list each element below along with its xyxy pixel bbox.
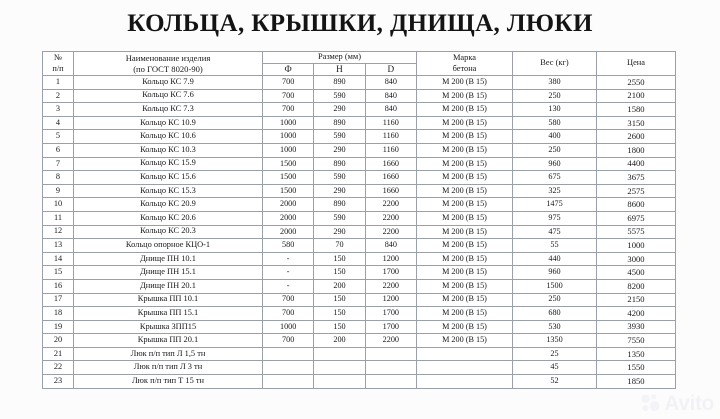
cell-weight: 530 xyxy=(513,320,597,334)
cell-size-h: 290 xyxy=(314,184,365,198)
table-row xyxy=(43,89,676,103)
cell-number: 2 xyxy=(43,89,74,103)
column-header-number xyxy=(43,52,74,76)
cell-size-f: 580 xyxy=(263,239,314,253)
cell-size-f: 2000 xyxy=(263,198,314,212)
cell-concrete-mark xyxy=(417,347,513,361)
cell-size-f: 700 xyxy=(263,307,314,321)
cell-weight: 680 xyxy=(513,307,597,321)
cell-size-d: 1160 xyxy=(365,143,416,157)
cell-concrete-mark: М 200 (В 15) xyxy=(417,293,513,307)
cell-number: 7 xyxy=(43,157,74,171)
cell-size-h xyxy=(314,375,365,389)
cell-price: 3150 xyxy=(597,116,676,130)
cell-size-d: 2200 xyxy=(365,211,416,225)
cell-weight: 1500 xyxy=(513,279,597,293)
cell-number: 12 xyxy=(43,225,74,239)
cell-product-name: Крышка ПП 15.1 xyxy=(74,307,263,321)
column-header-size-group: Размер (мм) xyxy=(263,52,417,64)
cell-size-d: 2200 xyxy=(365,334,416,348)
cell-size-h: 290 xyxy=(314,225,365,239)
cell-number: 20 xyxy=(43,334,74,348)
cell-price: 4500 xyxy=(597,266,676,280)
cell-concrete-mark: М 200 (В 15) xyxy=(417,307,513,321)
table-row xyxy=(43,143,676,157)
cell-product-name: Люк п/п тип Т 15 тн xyxy=(74,375,263,389)
cell-size-h: 890 xyxy=(314,76,365,90)
cell-size-d xyxy=(365,347,416,361)
cell-size-f xyxy=(263,375,314,389)
cell-weight: 55 xyxy=(513,239,597,253)
cell-weight: 580 xyxy=(513,116,597,130)
cell-size-d: 840 xyxy=(365,103,416,117)
cell-product-name: Кольцо КС 15.9 xyxy=(74,157,263,171)
cell-number: 23 xyxy=(43,375,74,389)
cell-concrete-mark: М 200 (В 15) xyxy=(417,76,513,90)
table-row xyxy=(43,334,676,348)
cell-price: 2150 xyxy=(597,293,676,307)
cell-weight: 440 xyxy=(513,252,597,266)
cell-number: 21 xyxy=(43,347,74,361)
cell-price: 8200 xyxy=(597,279,676,293)
column-header-price: Цена xyxy=(597,52,676,76)
cell-price: 1000 xyxy=(597,239,676,253)
cell-size-f: 700 xyxy=(263,103,314,117)
cell-product-name: Крышка ЗПП15 xyxy=(74,320,263,334)
table-row xyxy=(43,116,676,130)
cell-price: 5575 xyxy=(597,225,676,239)
cell-price: 7550 xyxy=(597,334,676,348)
cell-weight: 675 xyxy=(513,171,597,185)
cell-number: 5 xyxy=(43,130,74,144)
cell-weight: 475 xyxy=(513,225,597,239)
table-body xyxy=(43,76,676,389)
cell-concrete-mark: М 200 (В 15) xyxy=(417,198,513,212)
cell-size-f: 1000 xyxy=(263,143,314,157)
cell-size-h: 150 xyxy=(314,252,365,266)
cell-product-name: Люк п/п тип Л 1,5 тн xyxy=(74,347,263,361)
cell-price: 4400 xyxy=(597,157,676,171)
table-row xyxy=(43,171,676,185)
table-row xyxy=(43,239,676,253)
column-header-name xyxy=(74,52,263,76)
cell-price: 1350 xyxy=(597,347,676,361)
cell-product-name: Крышка ПП 10.1 xyxy=(74,293,263,307)
cell-weight: 25 xyxy=(513,347,597,361)
cell-size-d: 1200 xyxy=(365,293,416,307)
cell-price: 1550 xyxy=(597,361,676,375)
cell-price: 2600 xyxy=(597,130,676,144)
column-header-height-h: H xyxy=(314,63,365,76)
cell-price: 1800 xyxy=(597,143,676,157)
cell-product-name: Кольцо КС 10.3 xyxy=(74,143,263,157)
cell-concrete-mark: М 200 (В 15) xyxy=(417,103,513,117)
cell-concrete-mark: М 200 (В 15) xyxy=(417,266,513,280)
cell-weight: 52 xyxy=(513,375,597,389)
table-row xyxy=(43,130,676,144)
cell-number: 4 xyxy=(43,116,74,130)
cell-size-d: 840 xyxy=(365,89,416,103)
column-header-name-main: Наименование изделия xyxy=(125,52,211,63)
cell-size-h: 590 xyxy=(314,171,365,185)
cell-price: 8600 xyxy=(597,198,676,212)
cell-product-name: Кольцо КС 20.6 xyxy=(74,211,263,225)
cell-size-d: 1160 xyxy=(365,116,416,130)
table-row xyxy=(43,266,676,280)
cell-concrete-mark: М 200 (В 15) xyxy=(417,171,513,185)
cell-size-f: 1000 xyxy=(263,116,314,130)
cell-weight: 325 xyxy=(513,184,597,198)
cell-number: 6 xyxy=(43,143,74,157)
cell-price: 3930 xyxy=(597,320,676,334)
cell-product-name: Кольцо КС 10.9 xyxy=(74,116,263,130)
cell-concrete-mark: М 200 (В 15) xyxy=(417,239,513,253)
cell-number: 22 xyxy=(43,361,74,375)
cell-number: 14 xyxy=(43,252,74,266)
cell-weight: 1350 xyxy=(513,334,597,348)
cell-size-h: 70 xyxy=(314,239,365,253)
cell-number: 15 xyxy=(43,266,74,280)
cell-price: 2575 xyxy=(597,184,676,198)
cell-size-d: 1660 xyxy=(365,157,416,171)
table-row xyxy=(43,320,676,334)
cell-concrete-mark: М 200 (В 15) xyxy=(417,184,513,198)
table-row xyxy=(43,76,676,90)
cell-number: 17 xyxy=(43,293,74,307)
cell-size-f: 1500 xyxy=(263,184,314,198)
table-row xyxy=(43,211,676,225)
cell-weight: 130 xyxy=(513,103,597,117)
cell-number: 13 xyxy=(43,239,74,253)
cell-size-d: 840 xyxy=(365,239,416,253)
cell-weight: 960 xyxy=(513,266,597,280)
cell-number: 11 xyxy=(43,211,74,225)
column-header-mark-main: Марка xyxy=(452,53,476,62)
cell-size-h xyxy=(314,361,365,375)
table-row xyxy=(43,103,676,117)
cell-concrete-mark xyxy=(417,375,513,389)
cell-product-name: Кольцо КС 7.9 xyxy=(74,76,263,90)
column-header-diameter-f: Ф xyxy=(263,63,314,76)
cell-product-name: Днище ПН 20.1 xyxy=(74,279,263,293)
cell-weight: 250 xyxy=(513,293,597,307)
cell-concrete-mark: М 200 (В 15) xyxy=(417,211,513,225)
cell-concrete-mark: М 200 (В 15) xyxy=(417,143,513,157)
cell-weight: 1475 xyxy=(513,198,597,212)
cell-size-d: 1700 xyxy=(365,320,416,334)
cell-weight: 250 xyxy=(513,89,597,103)
table-header-row-1 xyxy=(43,52,676,64)
table-row xyxy=(43,361,676,375)
cell-size-f: 700 xyxy=(263,76,314,90)
cell-price: 1850 xyxy=(597,375,676,389)
cell-concrete-mark: М 200 (В 15) xyxy=(417,334,513,348)
cell-price: 2550 xyxy=(597,76,676,90)
cell-size-d: 1200 xyxy=(365,252,416,266)
cell-price: 3000 xyxy=(597,252,676,266)
cell-product-name: Днище ПН 10.1 xyxy=(74,252,263,266)
cell-size-f: 700 xyxy=(263,89,314,103)
cell-size-f: 2000 xyxy=(263,225,314,239)
column-header-number-main: № xyxy=(54,53,62,62)
cell-size-d: 2200 xyxy=(365,279,416,293)
cell-concrete-mark xyxy=(417,361,513,375)
cell-weight: 960 xyxy=(513,157,597,171)
column-header-diameter-d: D xyxy=(365,63,416,76)
cell-size-d: 2200 xyxy=(365,198,416,212)
cell-size-d xyxy=(365,361,416,375)
cell-price: 3675 xyxy=(597,171,676,185)
cell-product-name: Люк п/п тип Л 3 тн xyxy=(74,361,263,375)
cell-concrete-mark: М 200 (В 15) xyxy=(417,252,513,266)
table-row xyxy=(43,307,676,321)
cell-size-f: 700 xyxy=(263,293,314,307)
cell-size-d: 1160 xyxy=(365,130,416,144)
column-header-name-sub: (по ГОСТ 8020-90) xyxy=(133,63,203,74)
cell-size-d: 1660 xyxy=(365,171,416,185)
cell-size-h: 590 xyxy=(314,89,365,103)
cell-size-f: 1000 xyxy=(263,320,314,334)
table-row xyxy=(43,225,676,239)
cell-size-h: 290 xyxy=(314,103,365,117)
cell-product-name: Кольцо КС 15.3 xyxy=(74,184,263,198)
cell-size-f: 700 xyxy=(263,334,314,348)
cell-size-d: 840 xyxy=(365,76,416,90)
column-header-number-sub: п/п xyxy=(52,63,64,73)
cell-size-h: 290 xyxy=(314,143,365,157)
cell-size-h: 590 xyxy=(314,211,365,225)
cell-number: 9 xyxy=(43,184,74,198)
cell-size-f xyxy=(263,347,314,361)
cell-size-h: 200 xyxy=(314,334,365,348)
cell-size-h: 590 xyxy=(314,130,365,144)
column-header-concrete-mark xyxy=(417,52,513,76)
cell-price: 2100 xyxy=(597,89,676,103)
table-row xyxy=(43,293,676,307)
cell-size-f: 2000 xyxy=(263,211,314,225)
cell-size-f: - xyxy=(263,279,314,293)
table-header xyxy=(43,52,676,76)
cell-weight: 45 xyxy=(513,361,597,375)
cell-product-name: Кольцо КС 20.9 xyxy=(74,198,263,212)
cell-product-name: Днище ПН 15.1 xyxy=(74,266,263,280)
table-row xyxy=(43,157,676,171)
cell-weight: 975 xyxy=(513,211,597,225)
cell-size-h: 200 xyxy=(314,279,365,293)
table-row xyxy=(43,375,676,389)
avito-logo-icon xyxy=(640,392,662,414)
cell-product-name: Кольцо КС 7.3 xyxy=(74,103,263,117)
table-row xyxy=(43,184,676,198)
cell-size-h: 890 xyxy=(314,198,365,212)
table-row xyxy=(43,279,676,293)
cell-size-h: 150 xyxy=(314,320,365,334)
price-table xyxy=(42,51,676,389)
cell-product-name: Кольцо КС 15.6 xyxy=(74,171,263,185)
cell-size-h: 150 xyxy=(314,266,365,280)
cell-concrete-mark: М 200 (В 15) xyxy=(417,279,513,293)
column-header-weight: Вес (кг) xyxy=(513,52,597,76)
avito-watermark-label: Avito xyxy=(664,391,714,415)
cell-concrete-mark: М 200 (В 15) xyxy=(417,320,513,334)
page-title: КОЛЬЦА, КРЫШКИ, ДНИЩА, ЛЮКИ xyxy=(127,10,593,37)
cell-size-h: 150 xyxy=(314,293,365,307)
cell-concrete-mark: М 200 (В 15) xyxy=(417,116,513,130)
cell-size-f: - xyxy=(263,266,314,280)
cell-product-name: Кольцо опорное КЦО-1 xyxy=(74,239,263,253)
cell-size-d: 2200 xyxy=(365,225,416,239)
cell-number: 1 xyxy=(43,76,74,90)
table-row xyxy=(43,347,676,361)
cell-product-name: Крышка ПП 20.1 xyxy=(74,334,263,348)
cell-price: 6975 xyxy=(597,211,676,225)
cell-product-name: Кольцо КС 7.6 xyxy=(74,89,263,103)
table-row xyxy=(43,252,676,266)
avito-watermark xyxy=(640,392,714,414)
cell-size-h xyxy=(314,347,365,361)
cell-size-f xyxy=(263,361,314,375)
cell-size-h: 150 xyxy=(314,307,365,321)
cell-size-f: 1000 xyxy=(263,130,314,144)
cell-price: 4200 xyxy=(597,307,676,321)
cell-size-f: - xyxy=(263,252,314,266)
cell-weight: 380 xyxy=(513,76,597,90)
cell-concrete-mark: М 200 (В 15) xyxy=(417,130,513,144)
cell-number: 19 xyxy=(43,320,74,334)
cell-weight: 400 xyxy=(513,130,597,144)
table-row xyxy=(43,198,676,212)
cell-product-name: Кольцо КС 20.3 xyxy=(74,225,263,239)
cell-size-d xyxy=(365,375,416,389)
cell-number: 3 xyxy=(43,103,74,117)
cell-size-h: 890 xyxy=(314,116,365,130)
cell-number: 10 xyxy=(43,198,74,212)
cell-size-f: 1500 xyxy=(263,171,314,185)
cell-concrete-mark: М 200 (В 15) xyxy=(417,225,513,239)
cell-size-f: 1500 xyxy=(263,157,314,171)
cell-size-d: 1700 xyxy=(365,307,416,321)
cell-size-d: 1660 xyxy=(365,184,416,198)
price-table-container xyxy=(42,51,669,389)
cell-price: 1580 xyxy=(597,103,676,117)
cell-number: 8 xyxy=(43,171,74,185)
cell-number: 18 xyxy=(43,307,74,321)
cell-size-h: 890 xyxy=(314,157,365,171)
cell-concrete-mark: М 200 (В 15) xyxy=(417,157,513,171)
cell-concrete-mark: М 200 (В 15) xyxy=(417,89,513,103)
cell-weight: 250 xyxy=(513,143,597,157)
cell-product-name: Кольцо КС 10.6 xyxy=(74,130,263,144)
cell-size-d: 1700 xyxy=(365,266,416,280)
cell-number: 16 xyxy=(43,279,74,293)
column-header-mark-sub: бетона xyxy=(452,63,477,73)
